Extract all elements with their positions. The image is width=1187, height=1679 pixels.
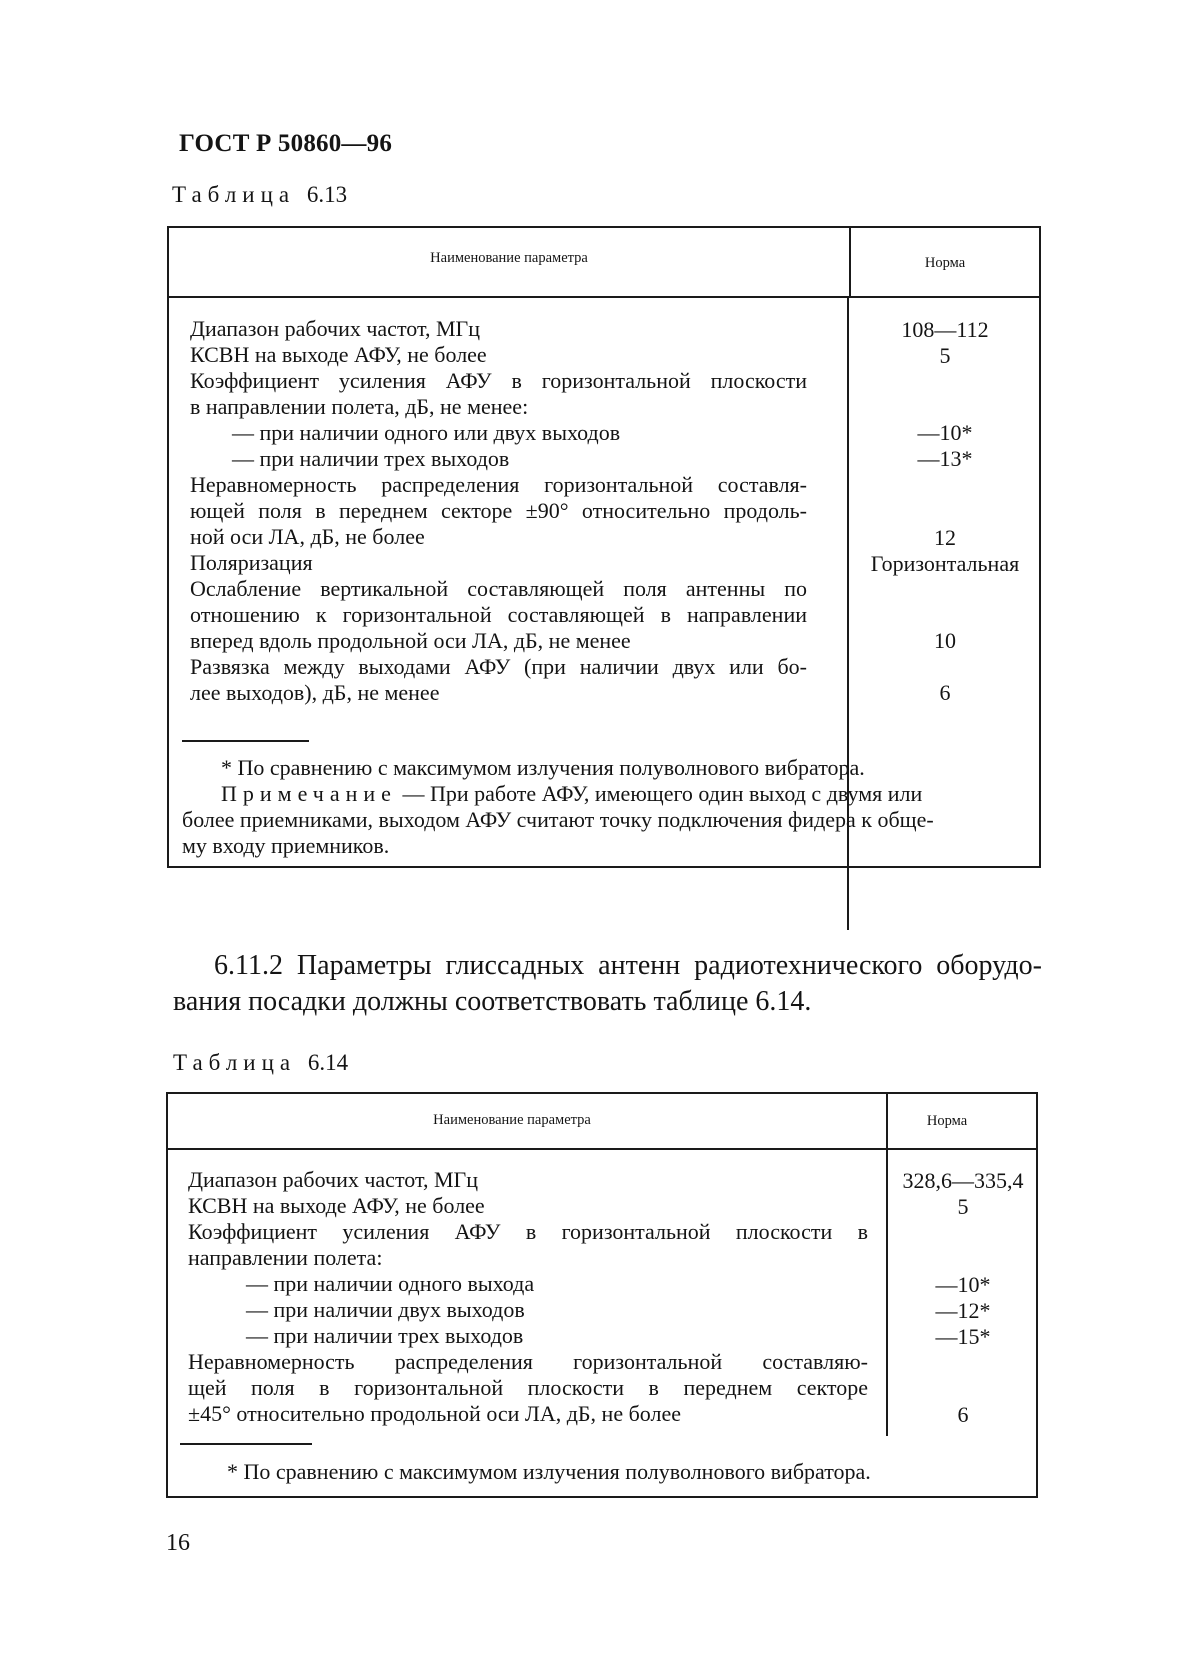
param-line: лее выходов), дБ, не менее xyxy=(190,680,440,705)
param-line: — при наличии трех выходов xyxy=(232,446,510,471)
page-number: 16 xyxy=(166,1530,190,1556)
table-6-13 xyxy=(167,226,1041,868)
table-caption-word: Таблица xyxy=(172,182,296,207)
footnote-rule xyxy=(180,1443,312,1445)
param-line: Неравномерность распределения горизонтальной составляю- xyxy=(188,1349,868,1374)
param-line: ±45° относительно продольной оси ЛА, дБ, не более xyxy=(188,1401,681,1426)
norm-value: —15* xyxy=(935,1324,991,1349)
norm-value: Горизонтальная xyxy=(870,551,1020,576)
note-text: более приемниками, выходом АФУ считают точку подключения фидера к обще- xyxy=(182,807,934,832)
param-line: КСВН на выходе АФУ, не более xyxy=(190,342,487,367)
table-6-14 xyxy=(166,1092,1038,1498)
param-line: Коэффициент усиления АФУ в горизонтальной плоскости xyxy=(190,368,807,393)
param-line: ющей поля в переднем секторе ±90° относительно продоль- xyxy=(190,498,807,523)
param-line: Поляризация xyxy=(190,550,313,575)
table-note xyxy=(221,780,922,807)
param-line: в направлении полета, дБ, не менее: xyxy=(190,394,529,419)
table-caption-word: Таблица xyxy=(173,1050,297,1075)
paragraph-line: 6.11.2 Параметры глиссадных антенн радиотехнического оборудо- xyxy=(214,950,1042,981)
footnote: * По сравнению с максимумом излучения полуволнового вибратора. xyxy=(227,1459,871,1484)
param-line: — при наличии трех выходов xyxy=(246,1323,524,1348)
column-header-norm: Норма xyxy=(924,255,966,271)
column-divider xyxy=(849,228,851,298)
param-line: — при наличии двух выходов xyxy=(246,1297,525,1322)
param-line: направлении полета: xyxy=(188,1245,383,1270)
norm-value: 6 xyxy=(939,680,951,705)
param-line: Развязка между выходами АФУ (при наличии двух или бо- xyxy=(190,654,807,679)
param-line: Диапазон рабочих частот, МГц xyxy=(188,1167,478,1192)
norm-value: —12* xyxy=(935,1298,991,1323)
param-line: щей поля в горизонтальной плоскости в переднем секторе xyxy=(188,1375,868,1400)
document-code: ГОСТ Р 50860—96 xyxy=(179,130,393,157)
paragraph-line: вания посадки должны соответствовать таблице 6.14. xyxy=(173,986,812,1017)
norm-value: 6 xyxy=(957,1402,969,1427)
table-6-13-caption xyxy=(172,182,347,208)
column-divider xyxy=(847,298,849,930)
norm-value: —10* xyxy=(917,420,973,445)
column-divider xyxy=(886,1094,888,1150)
column-header-parameter: Наименование параметра xyxy=(430,250,588,266)
param-line: Коэффициент усиления АФУ в горизонтальной плоскости в xyxy=(188,1219,868,1244)
norm-value: 328,6—335,4 xyxy=(902,1168,1024,1193)
param-line: КСВН на выходе АФУ, не более xyxy=(188,1193,485,1218)
norm-value: —10* xyxy=(935,1272,991,1297)
norm-value: 5 xyxy=(939,343,951,368)
param-line: — при наличии одного выхода xyxy=(246,1271,535,1296)
param-line: Диапазон рабочих частот, МГц xyxy=(190,316,480,341)
table-caption-number: 6.13 xyxy=(306,182,348,207)
norm-value: 12 xyxy=(934,525,956,550)
param-line: ной оси ЛА, дБ, не более xyxy=(190,524,425,549)
table-6-14-caption xyxy=(173,1050,348,1076)
column-header-norm: Норма xyxy=(926,1113,968,1129)
note-text: — При работе АФУ, имеющего один выход с двумя или xyxy=(402,781,923,806)
param-line: вперед вдоль продольной оси ЛА, дБ, не менее xyxy=(190,628,631,653)
note-label: Примечание xyxy=(221,781,397,806)
norm-value: 108—112 xyxy=(901,317,989,342)
note-text: му входу приемников. xyxy=(182,833,390,858)
param-line: Неравномерность распределения горизонтальной составля- xyxy=(190,472,807,497)
param-line: — при наличии одного или двух выходов xyxy=(232,420,621,445)
column-header-parameter: Наименование параметра xyxy=(433,1112,591,1128)
param-line: отношению к горизонтальной составляющей в направлении xyxy=(190,602,807,627)
norm-value: 5 xyxy=(957,1194,969,1219)
norm-value: —13* xyxy=(917,446,973,471)
footnote: * По сравнению с максимумом излучения полуволнового вибратора. xyxy=(221,755,865,780)
param-line: Ослабление вертикальной составляющей поля антенны по xyxy=(190,576,807,601)
footnote-rule xyxy=(182,740,309,742)
table-caption-number: 6.14 xyxy=(307,1050,349,1075)
norm-value: 10 xyxy=(934,628,956,653)
